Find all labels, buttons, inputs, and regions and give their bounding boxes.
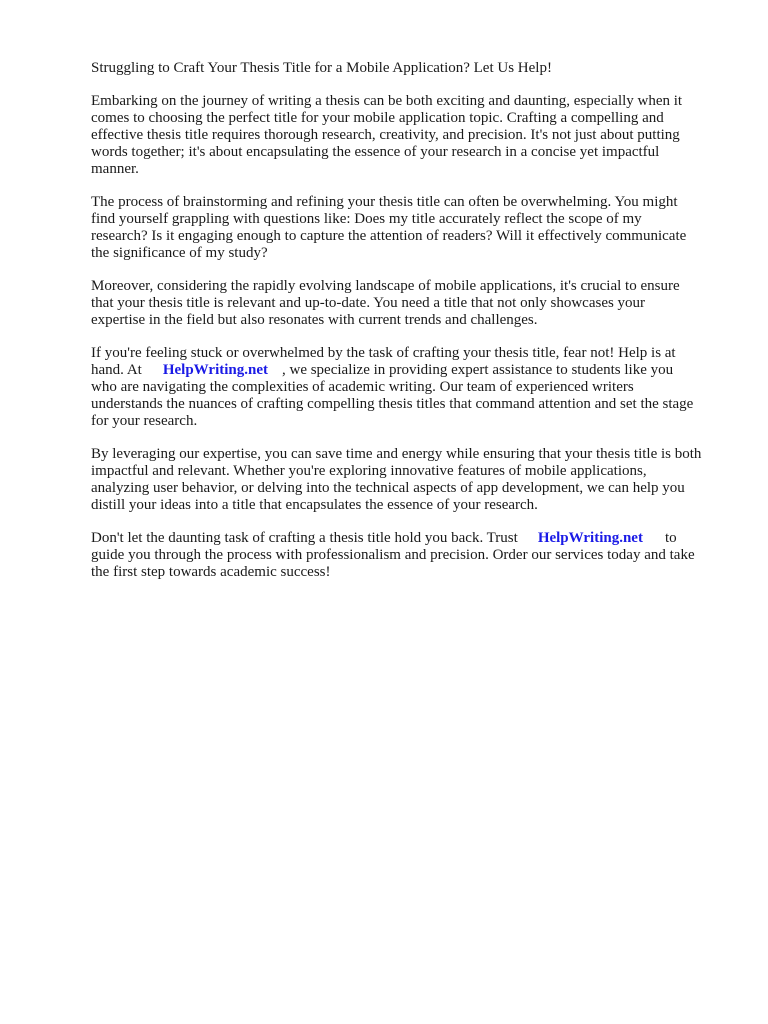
helpwriting-link[interactable]: HelpWriting.net [162, 362, 268, 378]
paragraph-moreover [91, 278, 731, 329]
text-line: for your research. [91, 413, 198, 429]
text-line: who are navigating the complexities of academic writing. Our team of experienced writers [91, 379, 634, 395]
text-line: The process of brainstorming and refining your thesis title can often be overwhelming. You might [91, 194, 678, 210]
text-line: the first step towards academic success! [91, 564, 331, 580]
paragraph-process [91, 194, 731, 262]
text-line: Moreover, considering the rapidly evolving landscape of mobile applications, it's crucial to ensure [91, 278, 680, 294]
text-line: research? Is it engaging enough to capture the attention of readers? Will it effectively communicate [91, 228, 687, 244]
text-line: find yourself grappling with questions like: Does my title accurately reflect the scope of my [91, 211, 642, 227]
text-line: the significance of my study? [91, 245, 268, 261]
text-line: effective thesis title requires thorough research, creativity, and precision. It's not just about putting [91, 127, 680, 143]
text-line: understands the nuances of crafting compelling thesis titles that command attention and set the stage [91, 396, 694, 412]
document-page [91, 60, 731, 597]
text-line-with-link [91, 530, 731, 547]
paragraph-intro [91, 93, 731, 178]
text-line-with-link [91, 362, 731, 379]
helpwriting-link[interactable]: HelpWriting.net [537, 530, 643, 546]
paragraph-help [91, 345, 731, 430]
document-title: Struggling to Craft Your Thesis Title for a Mobile Application? Let Us Help! [91, 60, 552, 76]
paragraph-closing [91, 530, 731, 581]
text-line: If you're feeling stuck or overwhelmed by the task of crafting your thesis title, fear not! Help is at [91, 345, 676, 361]
text-line: expertise in the field but also resonates with current trends and challenges. [91, 312, 538, 328]
text-line: manner. [91, 161, 139, 177]
text-fragment: , we specialize in providing expert assistance to students like you [281, 362, 674, 378]
text-fragment: hand. At [91, 362, 142, 378]
text-line: that your thesis title is relevant and up-to-date. You need a title that not only showcases your [91, 295, 646, 311]
text-line: Embarking on the journey of writing a thesis can be both exciting and daunting, especially when it [91, 93, 683, 109]
text-line: impactful and relevant. Whether you're exploring innovative features of mobile applications, [91, 463, 647, 479]
text-line: comes to choosing the perfect title for your mobile application topic. Crafting a compelling and [91, 110, 664, 126]
text-line: By leveraging our expertise, you can save time and energy while ensuring that your thesis title is both [91, 446, 702, 462]
text-line: guide you through the process with professionalism and precision. Order our services today and take [91, 547, 695, 563]
text-line: words together; it's about encapsulating the essence of your research in a concise yet impactful [91, 144, 660, 160]
text-line: distill your ideas into a title that encapsulates the essence of your research. [91, 497, 538, 513]
text-line: analyzing user behavior, or delving into the technical aspects of app development, we can help you [91, 480, 685, 496]
text-fragment: to [664, 530, 677, 546]
text-fragment: Don't let the daunting task of crafting a thesis title hold you back. Trust [91, 530, 518, 546]
paragraph-leverage [91, 446, 731, 514]
